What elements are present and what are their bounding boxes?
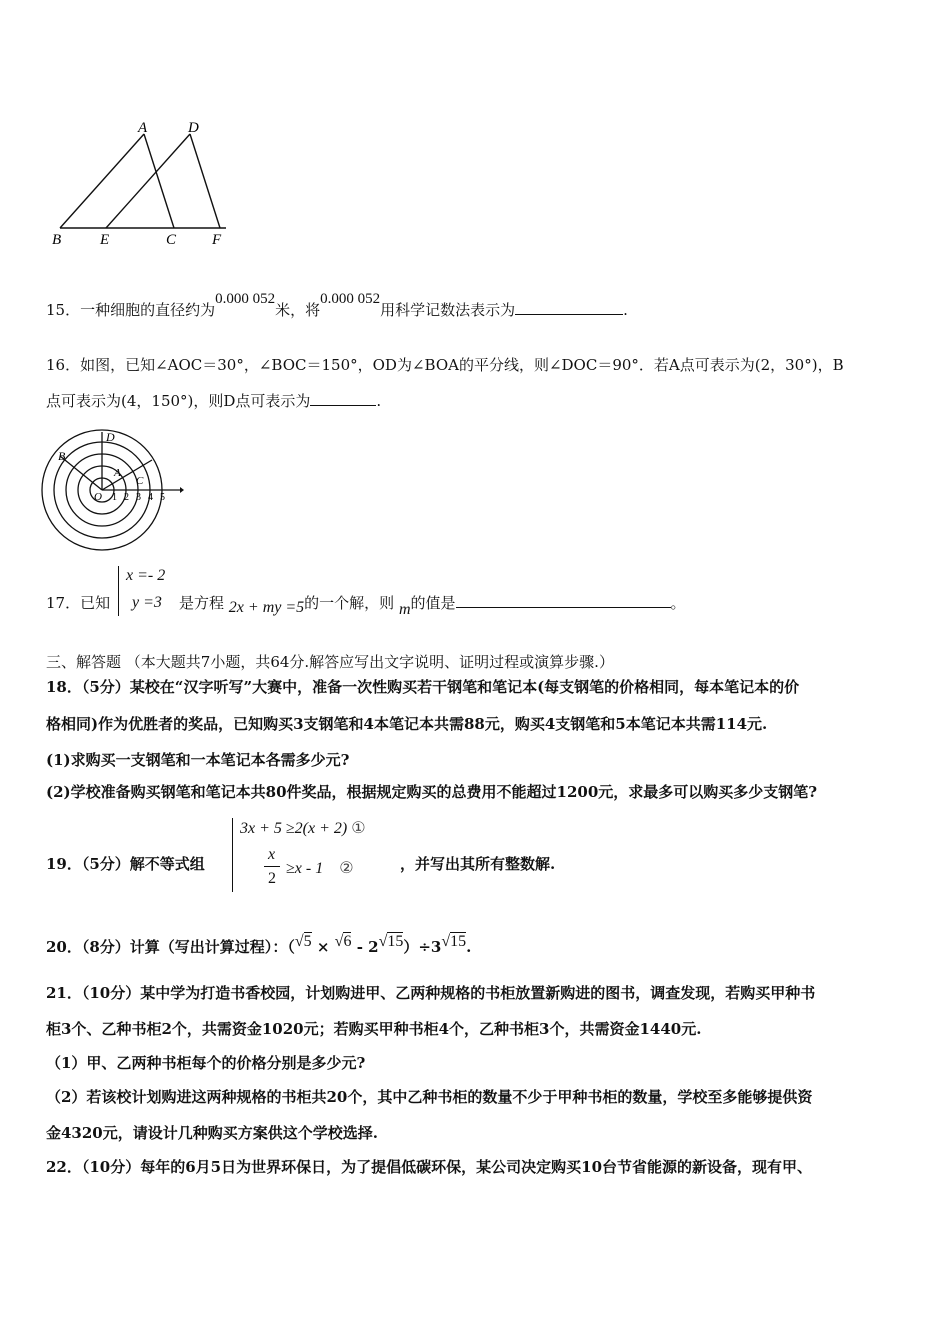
q19-ineq2-rest: ≥x - 1 [286, 860, 324, 877]
question-22-line1: 22．（10分）每年的6月5日为世界环保日，为了提倡低碳环保，某公司决定购买10台节省能源的新设备，现有甲、 [46, 1158, 813, 1176]
q15-prefix: 15．一种细胞的直径约为 [46, 301, 216, 319]
fig16-tick-5: 5 [160, 492, 165, 503]
question-21-line2: 柜3个、乙种书柜2个，共需资金1020元；若购买甲种书柜4个，乙种书柜3个，共需资金1440元. [46, 1020, 702, 1038]
fig16-tick-4: 4 [148, 492, 153, 503]
q17-eq2: y =3 [132, 594, 162, 611]
question-16-line1: 16．如图，已知∠AOC＝30°，∠BOC＝150°，OD为∠BOA的平分线，则∠DOC＝90°．若A点可表示为(2，30°)，B [46, 356, 844, 374]
question-19-prefix: 19．（5分）解不等式组 [46, 855, 205, 873]
q16-line2-text: 点可表示为(4，150°)，则D点可表示为 [46, 392, 311, 410]
question-21-part2a: （2）若该校计划购进这两种规格的书柜共20个，其中乙种书柜的数量不少于甲种书柜的数量，学校至多能够提供资 [46, 1088, 813, 1106]
fig16-label-B: B [58, 449, 66, 463]
triangle-figure [48, 118, 238, 248]
fig16-label-A: A [114, 467, 121, 479]
q15-end: . [623, 301, 628, 319]
q19-frac-num: x [268, 846, 276, 863]
q19-mark2: ② [339, 860, 354, 877]
q19-mark1: ① [351, 820, 366, 837]
question-18-part2: (2)学校准备购买钢笔和笔记本共80件奖品，根据规定购买的总费用不能超过1200元，求最多可以购买多少支钢笔? [46, 783, 818, 801]
q15-num1: 0.000 052 [215, 291, 276, 307]
q20-sqrt5: √5 [294, 933, 312, 950]
q15-mid: 米，将 [275, 301, 321, 319]
fig16-label-O: O [94, 491, 102, 503]
polar-figure [40, 428, 185, 553]
question-21-part1: （1）甲、乙两种书柜每个的价格分别是多少元? [46, 1054, 366, 1072]
question-17 [46, 593, 110, 613]
q17-mid: 是方程 [179, 594, 225, 612]
q16-end: . [376, 392, 382, 410]
question-16-line2 [46, 391, 381, 411]
section-3-heading: 三、解答题 （本大题共7小题，共64分.解答应写出文字说明、证明过程或演算步骤.） [46, 653, 614, 671]
question-18-line1: 18．（5分）某校在“汉字听写”大赛中，准备一次性购买若干钢笔和笔记本(每支钢笔的价格相同，每本笔记本的价 [46, 678, 800, 696]
q19-frac-den: 2 [268, 870, 276, 887]
fig16-tick-2: 2 [124, 492, 129, 503]
question-21-part2b: 金4320元，请设计几种购买方案供这个学校选择. [46, 1124, 378, 1142]
label-F: F [212, 232, 222, 248]
q17-equation: 2x + my =5 [228, 599, 305, 616]
q19-ineq1-text: 3x + 5 ≥2(x + 2) [240, 820, 348, 837]
q19-ineq1 [240, 818, 366, 838]
q17-mid2: 的一个解，则 [304, 594, 395, 612]
fig16-label-D: D [106, 430, 115, 444]
fig16-tick-1: 1 [112, 492, 117, 503]
label-D: D [188, 120, 199, 136]
question-18-line2: 格相同)作为优胜者的奖品，已知购买3支钢笔和4本笔记本共需88元，购买4支钢笔和5本笔记本共需114元. [46, 715, 768, 733]
q17-suffix: 的值是 [410, 594, 456, 612]
q17-brace [118, 566, 119, 616]
q16-answer-blank[interactable] [310, 391, 376, 406]
q20-sqrt6: √6 [334, 933, 352, 950]
q17-prefix: 17．已知 [46, 594, 111, 612]
label-C: C [166, 232, 177, 248]
q15-suffix: 用科学记数法表示为 [380, 301, 516, 319]
q17-eq1: x =- 2 [126, 567, 166, 584]
q20-open: （ [287, 938, 295, 956]
q20-end: . [466, 938, 472, 956]
q17-answer-blank[interactable] [456, 593, 671, 608]
q15-answer-blank[interactable] [515, 300, 623, 315]
fig16-tick-3: 3 [136, 492, 141, 503]
question-17-rest [179, 593, 686, 618]
label-E: E [100, 232, 110, 248]
q19-ineq2 [286, 858, 354, 878]
q20-close: ）÷3 [403, 938, 442, 956]
question-18-part1: (1)求购买一支钢笔和一本笔记本各需多少元? [46, 751, 350, 769]
question-20 [46, 933, 472, 958]
question-15 [46, 291, 628, 321]
label-A: A [138, 120, 148, 136]
fig16-label-C: C [136, 475, 144, 487]
label-B: B [52, 232, 62, 248]
question-19-suffix: ，并写出其所有整数解. [400, 855, 556, 873]
q19-brace [232, 818, 233, 892]
question-21-line1: 21．（10分）某中学为打造书香校园，计划购进甲、乙两种规格的书柜放置新购进的图书，调查发现，若购买甲种书 [46, 984, 816, 1002]
q17-var: m [398, 601, 411, 618]
q20-prefix: 20．（8分）计算（写出计算过程）： [46, 938, 288, 956]
q20-sqrt15b: √15 [441, 933, 467, 950]
q20-sqrt15a: √15 [378, 933, 404, 950]
q17-end: 。 [670, 594, 686, 612]
q19-frac-bar [264, 866, 280, 867]
q20-minus: - 2 [356, 938, 379, 956]
q20-times: × [316, 938, 330, 956]
q15-num2: 0.000 052 [320, 291, 381, 307]
